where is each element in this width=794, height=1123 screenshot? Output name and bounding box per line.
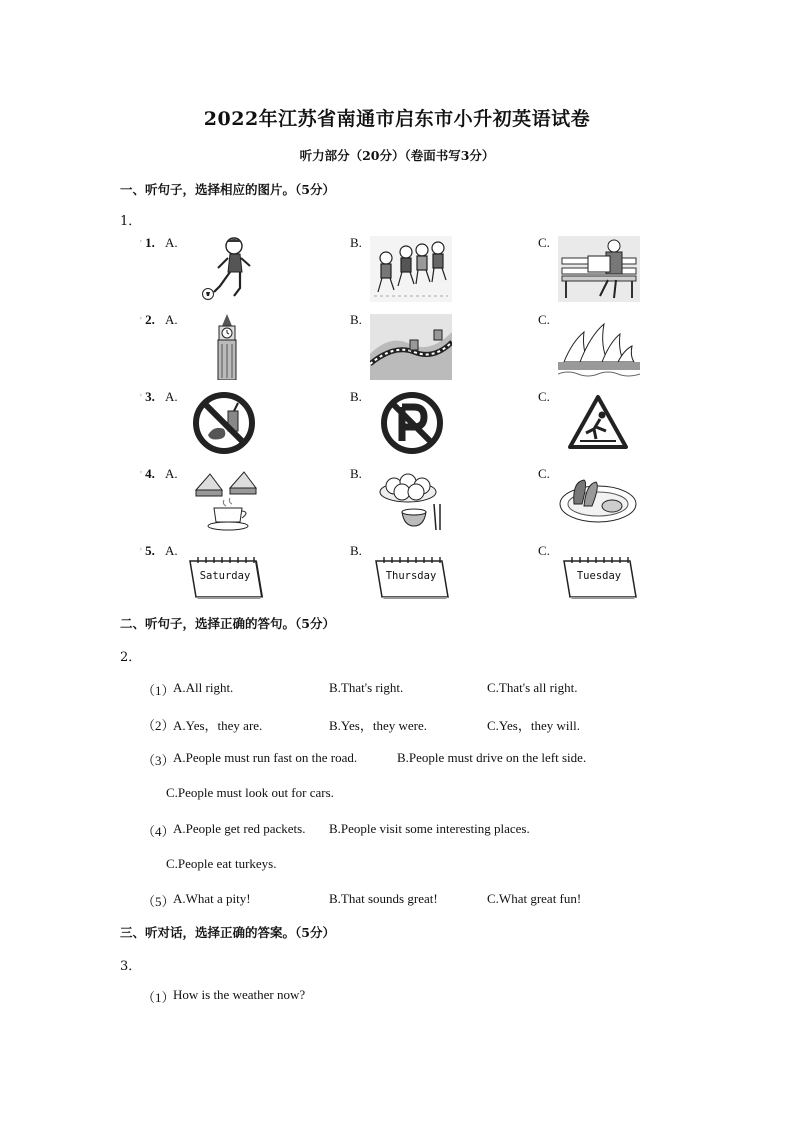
calendar-saturday-icon[interactable]: [188, 553, 264, 601]
buns-and-rice-icon[interactable]: [378, 468, 448, 532]
calendar-day-label: Thursday: [385, 570, 437, 582]
q2-4-option-b[interactable]: B.People visit some interesting places.: [329, 821, 530, 836]
section1-heading: 一、听句子，选择相应的图片。（5分）: [120, 182, 335, 197]
q2-3-option-a[interactable]: A.People must run fast on the road.: [173, 750, 358, 765]
no-food-drink-sign-icon[interactable]: [192, 391, 256, 455]
q2-4-option-a[interactable]: A.People get red packets.: [173, 821, 306, 836]
row4-option-a: A.: [165, 466, 178, 481]
calendar-thursday-icon[interactable]: [374, 553, 450, 601]
row5-number: ' 5.: [140, 543, 155, 558]
sausage-plate-icon[interactable]: [558, 472, 638, 528]
great-wall-icon[interactable]: [370, 314, 452, 380]
page-title: 2022年江苏省南通市启东市小升初英语试卷: [203, 108, 591, 130]
row4-number: ' 4.: [140, 466, 155, 481]
question3-number: 3．: [120, 959, 142, 974]
cake-and-tea-icon[interactable]: [194, 468, 260, 532]
row3-option-b: B.: [350, 389, 362, 404]
q2-1-option-b[interactable]: B.That's right.: [329, 680, 404, 695]
row3-option-a: A.: [165, 389, 178, 404]
row1-option-b: B.: [350, 235, 362, 250]
section3-heading: 三、听对话，选择正确的答案。（5分）: [120, 925, 335, 940]
children-running-icon[interactable]: [370, 236, 452, 302]
row1-option-c: C.: [538, 235, 550, 250]
q2-3-option-c[interactable]: C.People must look out for cars.: [166, 785, 334, 800]
q2-5-number: （5）: [142, 894, 175, 909]
q3-1-text: How is the weather now?: [173, 987, 306, 1002]
q2-1-option-c[interactable]: C.That's all right.: [487, 680, 578, 695]
calendar-day-label: Saturday: [199, 570, 251, 582]
row2-option-c: C.: [538, 312, 550, 327]
q2-2-option-b[interactable]: B.Yes，they were.: [329, 718, 427, 733]
big-ben-icon[interactable]: [212, 314, 242, 380]
q2-5-option-a[interactable]: A.What a pity!: [173, 891, 251, 906]
row2-option-b: B.: [350, 312, 362, 327]
calendar-day-label: Tuesday: [576, 570, 622, 582]
q2-2-number: （2）: [142, 718, 175, 733]
no-parking-sign-icon[interactable]: [380, 391, 444, 455]
row1-option-a: A.: [165, 235, 178, 250]
q2-4-option-c[interactable]: C.People eat turkeys.: [166, 856, 277, 871]
q2-4-number: （4）: [142, 824, 175, 839]
q2-5-option-c[interactable]: C.What great fun!: [487, 891, 582, 906]
row5-option-b: B.: [350, 543, 362, 558]
q2-3-option-b[interactable]: B.People must drive on the left side.: [397, 750, 587, 765]
row5-option-a: A.: [165, 543, 178, 558]
q2-1-number: （1）: [142, 683, 175, 698]
q2-2-option-a[interactable]: A.Yes，they are.: [173, 718, 263, 733]
q3-1-number: （1）: [142, 990, 175, 1005]
q2-2-option-c[interactable]: C.Yes，they will.: [487, 718, 580, 733]
page-subtitle: 听力部分（20分）（卷面书写3分）: [299, 148, 495, 163]
row3-option-c: C.: [538, 389, 550, 404]
row5-option-c: C.: [538, 543, 550, 558]
q2-3-number: （3）: [142, 753, 175, 768]
question1-number: 1．: [120, 214, 142, 229]
row4-option-b: B.: [350, 466, 362, 481]
row2-number: ' 2.: [140, 312, 155, 327]
section2-heading: 二、听句子，选择正确的答句。（5分）: [120, 616, 335, 631]
q2-1-option-a[interactable]: A.All right.: [173, 680, 234, 695]
q2-5-option-b[interactable]: B.That sounds great!: [329, 891, 438, 906]
row4-option-c: C.: [538, 466, 550, 481]
calendar-tuesday-icon[interactable]: [562, 553, 638, 601]
man-reading-on-bench-icon[interactable]: [558, 236, 640, 302]
row2-option-a: A.: [165, 312, 178, 327]
sydney-opera-house-icon[interactable]: [558, 318, 640, 380]
soccer-player-icon[interactable]: [200, 236, 256, 302]
slippery-floor-sign-icon[interactable]: [566, 393, 630, 453]
row3-number: ' 3.: [140, 389, 155, 404]
row1-number: ' 1.: [140, 235, 155, 250]
question2-number: 2．: [120, 650, 142, 665]
